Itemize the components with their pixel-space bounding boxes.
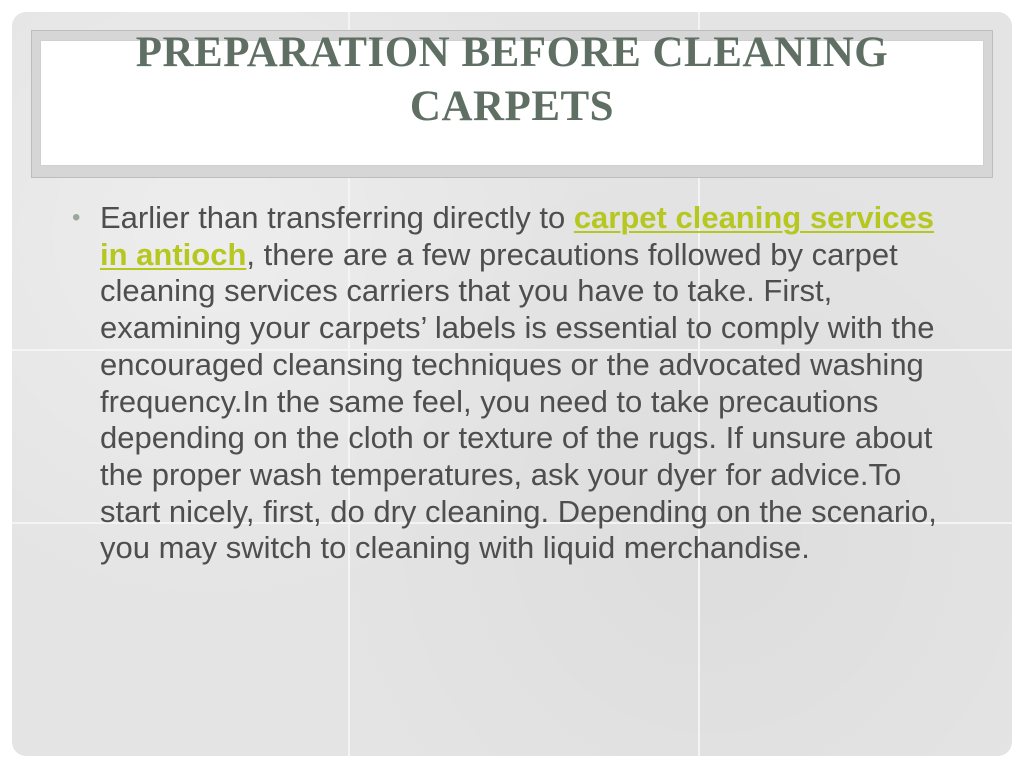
paragraph-text-after-link: , there are a few precautions followed by carpet cleaning services carriers that you have to take. First, examining your carpets’ labels is essential to comply with the encouraged cleansing techniques or the advocated washing frequency.In the same feel, you need to take precautions depending on the cloth or texture of the rugs. If unsure about the proper wash temperatures, ask your dyer for advice.To start nicely, first, do dry cleaning. Depending on the scenario, you may switch to cleaning with liquid merchandise. xyxy=(100,236,937,566)
paragraph-text-before-link: Earlier than transferring directly to xyxy=(100,200,574,235)
carpet-cleaning-link[interactable]: carpet cleaning services in antioch xyxy=(100,200,934,272)
bullet-item xyxy=(72,200,952,567)
slide-body xyxy=(72,200,952,567)
slide-background xyxy=(12,12,1012,756)
bullet-icon: • xyxy=(72,204,81,231)
slide-title: PREPARATION BEFORE CLEANING CARPETS xyxy=(135,29,889,130)
